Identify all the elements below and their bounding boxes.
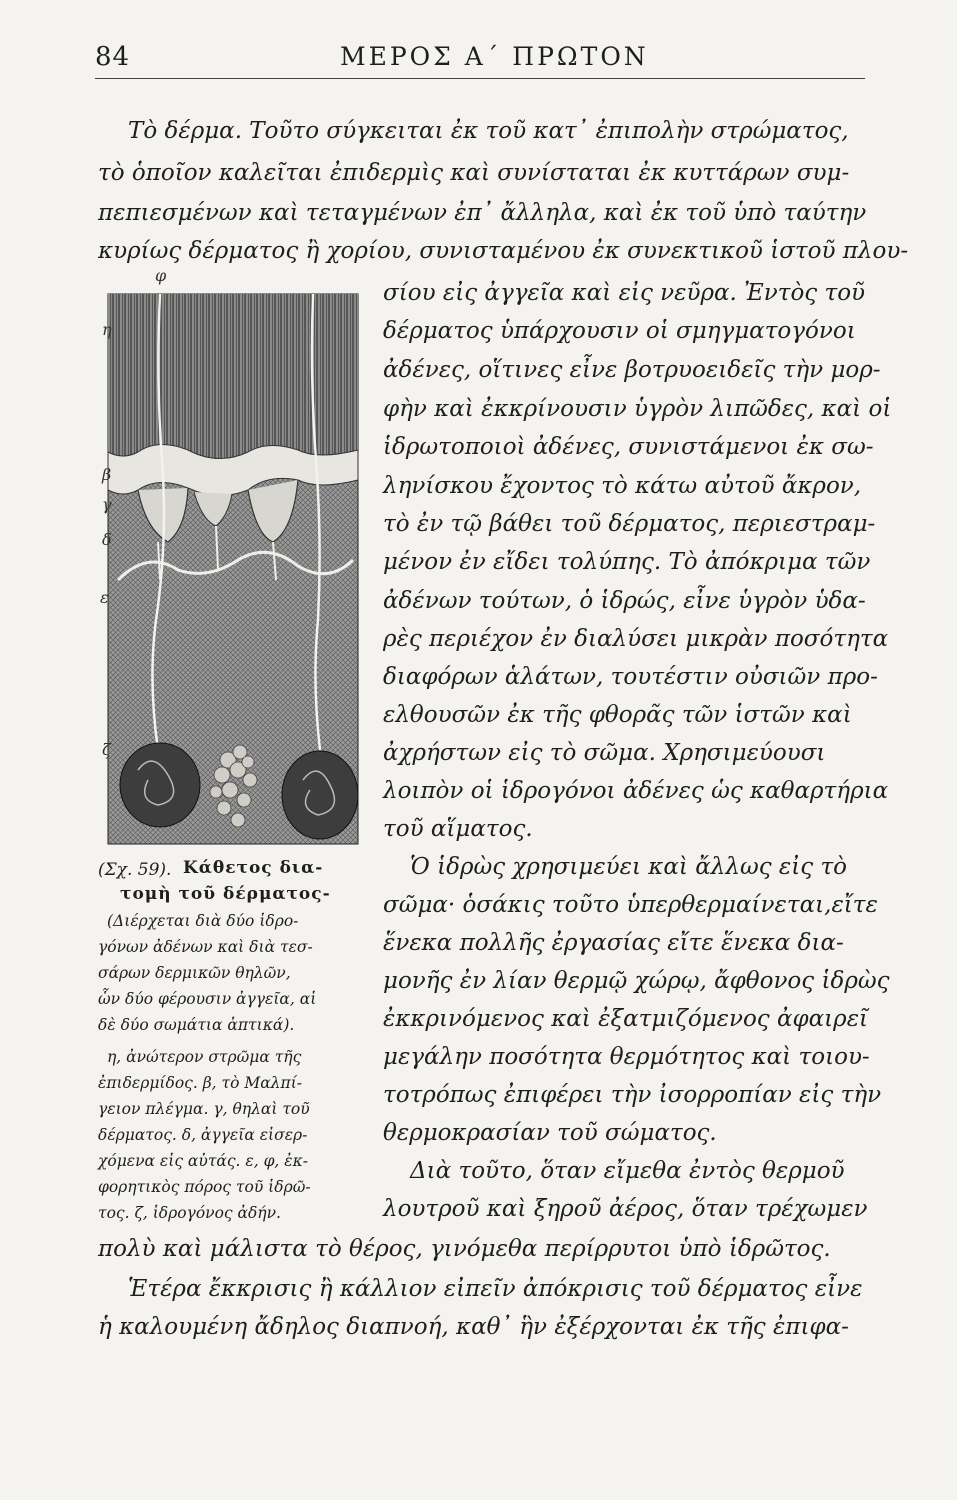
text-line: Τὸ δέρμα. Τοῦτο σύγκειται ἐκ τοῦ κατ᾽ ἐπιπολὴν στρώματος, [128,118,849,144]
text-line: λουτροῦ καὶ ξηροῦ ἀέρος, ὅταν τρέχωμεν [383,1196,868,1222]
caption-title: τομὴ τοῦ δέρματος- [120,884,331,904]
text-line: ἡ καλουμένη ἄδηλος διαπνοή, καθ᾽ ἣν ἐξέρχονται ἐκ τῆς ἐπιφα- [98,1314,849,1340]
caption-line: γειον πλέγμα. γ, θηλαὶ τοῦ [98,1100,310,1118]
text-line: τὸ ὁποῖον καλεῖται ἐπιδερμὶς καὶ συνίσταται ἐκ κυττάρων συμ- [98,160,850,186]
figure-label-beta: β [102,465,112,484]
caption-title: Κάθετος δια- [183,858,324,878]
text-line: ἀδένων τούτων, ὁ ἱδρώς, εἶνε ὑγρὸν ὑδα- [383,588,866,614]
text-line: ἀχρήστων εἰς τὸ σῶμα. Χρησιμεύουσι [383,740,826,766]
text-line: κυρίως δέρματος ἢ χορίου, συνισταμένου ἐκ συνεκτικοῦ ἱστοῦ πλου- [98,238,909,264]
text-line: Ὁ ἱδρὼς χρησιμεύει καὶ ἄλλως εἰς τὸ [410,854,848,880]
text-line: Ἑτέρα ἔκκρισις ἢ κάλλιον εἰπεῖν ἀπόκρισις τοῦ δέρματος εἶνε [128,1276,863,1302]
figure-label-gamma: γ [102,495,112,514]
text-line: ἐκκρινόμενος καὶ ἐξατμιζόμενος ἀφαιρεῖ [383,1006,869,1032]
text-line: τοῦ αἵματος. [383,816,533,842]
figure-label-zeta: ζ [102,740,111,759]
page-number: 84 [95,42,131,72]
text-line: πεπιεσμένων καὶ τεταγμένων ἐπ᾽ ἄλληλα, καὶ ἐκ τοῦ ὑπὸ ταύτην [98,200,867,226]
page-header [95,38,865,79]
caption-line: χόμενα εἰς αὐτάς. ε, φ, ἐκ- [98,1152,308,1170]
running-head: ΜΕΡΟΣ Α΄ ΠΡΩΤΟΝ [340,42,649,71]
text-line: ἱδρωτοποιοὶ ἀδένες, συνιστάμενοι ἐκ σω- [383,434,874,460]
caption-line: ἐπιδερμίδος. β, τὸ Μαλπί- [98,1074,303,1092]
text-line: Διὰ τοῦτο, ὅταν εἴμεθα ἐντὸς θερμοῦ [410,1158,845,1184]
caption-line: δέρματος. δ, ἀγγεῖα εἰσερ- [98,1126,308,1144]
text-line: πολὺ καὶ μάλιστα τὸ θέρος, γινόμεθα περίρρυτοι ὑπὸ ἱδρῶτος. [98,1236,831,1262]
text-line: φὴν καὶ ἐκκρίνουσιν ὑγρὸν λιπῶδες, καὶ οἱ [383,396,892,422]
text-line: τὸ ἐν τῷ βάθει τοῦ δέρματος, περιεστραμ- [383,511,876,537]
figure-label-eta: η [102,320,112,339]
text-line: μεγάλην ποσότητα θερμότητος καὶ τοιου- [383,1044,870,1070]
text-line: ρὲς περιέχον ἐν διαλύσει μικρὰν ποσότητα [383,626,889,652]
text-line: τοτρόπως ἐπιφέρει τὴν ἰσορροπίαν εἰς τὴν [383,1082,882,1108]
text-line: μονῆς ἐν λίαν θερμῷ χώρῳ, ἄφθονος ἱδρὼς [383,968,890,994]
skin-cross-section-figure [98,280,370,852]
caption-line: (Διέρχεται διὰ δύο ἱδρο- [107,912,299,930]
caption-line: δὲ δύο σωμάτια ἁπτικά). [98,1016,295,1034]
text-line: λοιπὸν οἱ ἱδρογόνοι ἀδένες ὡς καθαρτήρια [383,778,889,804]
figure-label-epsilon: ε [100,588,109,607]
caption-line: ὧν δύο φέρουσιν ἀγγεῖα, αἱ [98,990,317,1008]
caption-line: η, ἀνώτερον στρῶμα τῆς [107,1048,302,1066]
text-line: ἕνεκα πολλῆς ἐργασίας εἴτε ἕνεκα δια- [383,930,844,956]
text-line: διαφόρων ἁλάτων, τουτέστιν οὐσιῶν προ- [383,664,878,690]
text-line: ληνίσκου ἔχοντος τὸ κάτω αὐτοῦ ἄκρον, [383,473,862,499]
text-line: μένον ἐν εἴδει τολύπης. Τὸ ἀπόκριμα τῶν [383,549,871,575]
caption-line: τος. ζ, ἱδρογόνος ἀδήν. [98,1204,281,1222]
text-line: δέρματος ὑπάρχουσιν οἱ σμηγματογόνοι [383,318,856,344]
text-line: σῶμα· ὁσάκις τοῦτο ὑπερθερμαίνεται,εἴτε [383,892,878,918]
text-line: θερμοκρασίαν τοῦ σώματος. [383,1120,717,1146]
caption-line: φορητικὸς πόρος τοῦ ἱδρῶ- [98,1178,311,1196]
figure-label-delta: δ [102,530,112,549]
caption-line: σάρων δερμικῶν θηλῶν, [98,964,291,982]
figure-label-phi: φ [155,266,167,285]
text-line: ελθουσῶν ἐκ τῆς φθορᾶς τῶν ἱστῶν καὶ [383,702,852,728]
figure-ref: (Σχ. 59). [98,860,172,880]
caption-line: γόνων ἀδένων καὶ διὰ τεσ- [98,938,313,956]
text-line: σίου εἰς ἀγγεῖα καὶ εἰς νεῦρα. Ἐντὸς τοῦ [383,280,866,306]
skin-section-illustration [98,280,370,852]
text-line: ἀδένες, οἵτινες εἶνε βοτρυοειδεῖς τὴν μορ- [383,357,881,383]
